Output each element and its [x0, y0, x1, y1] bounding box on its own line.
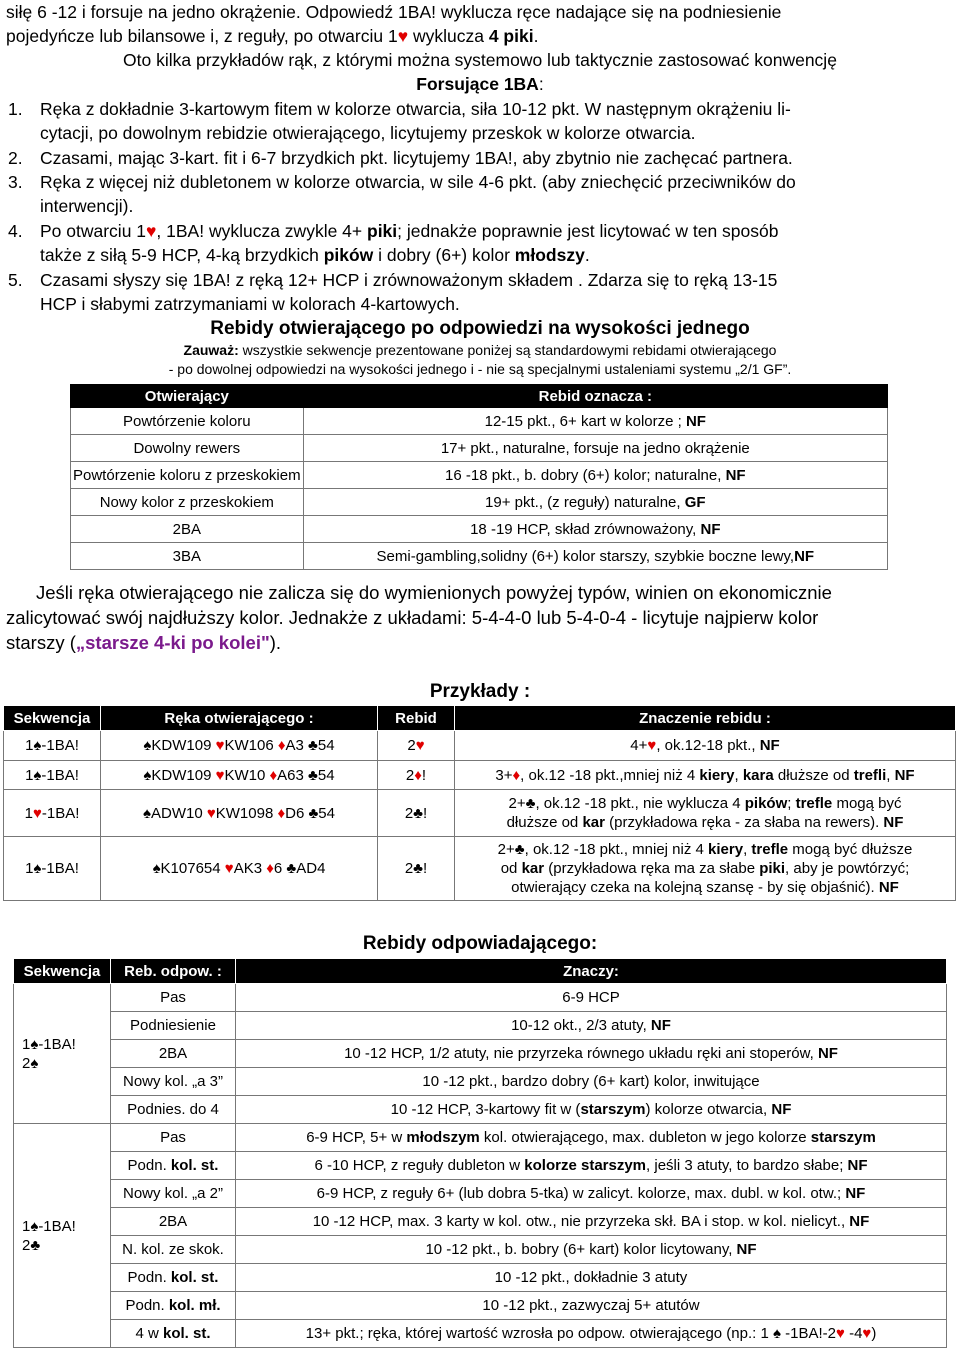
table-header-row	[14, 959, 947, 984]
column-header-responder-rebid: Reb. odpow. :	[111, 959, 236, 984]
diamond-icon: ♦	[414, 766, 422, 784]
table-cell: 1♠-1BA!	[4, 761, 101, 790]
table-cell: Podnies. do 4	[111, 1096, 236, 1124]
column-header-opener: Otwierający	[71, 385, 304, 408]
table-row	[4, 761, 956, 790]
intro-line-3: Oto kilka przykładów rąk, z którymi można systemowo lub taktycznie zastosować konwencję	[123, 50, 837, 70]
column-header-sequence: Sekwencja	[4, 706, 101, 731]
list-item-2-line-1: Czasami, mając 3-kart. fit i 6-7 brzydkich pkt. licytujemy 1BA!, aby zbytnio nie zachęcać partnera.	[40, 148, 793, 168]
table-cell: Nowy kol. „a 3”	[111, 1068, 236, 1096]
list-item-4-line-2: także z siłą 5-9 HCP, 4-ką brzydkich pików i dobry (6+) kolor młodszy.	[40, 245, 590, 265]
column-header-rebid-meaning: Znaczenie rebidu :	[455, 706, 956, 731]
diamond-icon: ♦	[266, 860, 274, 877]
table-row	[14, 984, 947, 1012]
table-row	[14, 1320, 947, 1348]
table-cell: 10 -12 HCP, 1/2 atuty, nie przyrzeka równego układu ręki ani stoperów, NF	[236, 1040, 947, 1068]
heart-icon: ♥	[862, 1325, 872, 1342]
table-cell: Podniesienie	[111, 1012, 236, 1040]
intro-line-1: siłę 6 -12 i forsuje na jedno okrążenie. Odpowiedź 1BA! wyklucza ręce nadające się na podniesienie	[6, 2, 782, 22]
table-row	[71, 408, 888, 435]
sequence-group-spades: 1♠-1BA! 2♠	[14, 984, 111, 1124]
table-cell: ♠K107654 ♥AK3 ♦6 ♣AD4	[101, 837, 378, 901]
list-item-1-line-1: Ręka z dokładnie 3-kartowym fitem w kolorze otwarcia, siła 10-12 pkt. W następnym okrążeniu li-	[40, 99, 791, 119]
table-cell: 17+ pkt., naturalne, forsuje na jedno okrążenie	[303, 435, 887, 462]
intro-line-2: pojedyńcze lub bilansowe i, z reguły, po otwarciu 1♥ wyklucza 4 piki.	[6, 26, 539, 46]
list-item-2-num: 2.	[8, 148, 23, 168]
table-cell: Podn. kol. mł.	[111, 1292, 236, 1320]
list-item-5-line-2: HCP i słabymi zatrzymaniami w kolorach 4-kartowych.	[40, 294, 460, 314]
table-row	[14, 1180, 947, 1208]
table-row	[71, 435, 888, 462]
table-row	[14, 1292, 947, 1320]
spade-icon: ♠	[33, 737, 42, 754]
column-header-rebid-meaning: Rebid oznacza :	[303, 385, 887, 408]
club-icon: ♣	[30, 1236, 41, 1254]
sequence-group-clubs: 1♠-1BA! 2♣	[14, 1124, 111, 1348]
table-cell: 3+♦, ok.12 -18 pkt.,mniej niż 4 kiery, kara dłuższe od trefli, NF	[455, 761, 956, 790]
table-row	[14, 1096, 947, 1124]
table-cell: ♠KDW109 ♥KW10 ♦A63 ♣54	[101, 761, 378, 790]
table-row	[71, 462, 888, 489]
list-item-1-line-2: cytacji, po dowolnym rebidzie otwierającego, licytujemy przeskok w kolorze otwarcia.	[40, 123, 696, 143]
table-cell: 2BA	[111, 1208, 236, 1236]
table-cell: 2BA	[111, 1040, 236, 1068]
table-cell: 13+ pkt.; ręka, której wartość wzrosła po odpow. otwierającego (np.: 1 ♠ -1BA!-2♥ -4♥)	[236, 1320, 947, 1348]
section-opener-rebids-title: Rebidy otwierającego po odpowiedzi na wysokości jednego	[210, 318, 750, 339]
table-row	[71, 489, 888, 516]
table-cell: Powtórzenie koloru	[71, 408, 304, 435]
column-header-sequence: Sekwencja	[14, 959, 111, 984]
table-cell: 10 -12 pkt., zazwyczaj 5+ atutów	[236, 1292, 947, 1320]
list-item-5-line-1: Czasami słyszy się 1BA! z ręką 12+ HCP i zrównoważonym składem . Zdarza się to ręką 13-15	[40, 270, 778, 290]
section-examples-title: Przykłady :	[429, 681, 531, 702]
examples-table	[3, 705, 956, 901]
club-icon: ♣	[413, 804, 423, 822]
table-row	[14, 1264, 947, 1292]
spade-icon: ♠	[33, 860, 42, 877]
list-item-4-num: 4.	[8, 221, 23, 241]
table-header-row	[4, 706, 956, 731]
list-item-3-num: 3.	[8, 172, 23, 192]
table-cell: 2♣!	[378, 837, 455, 901]
table-cell: Nowy kolor z przeskokiem	[71, 489, 304, 516]
table-cell: 18 -19 HCP, skład zrównoważony, NF	[303, 516, 887, 543]
column-header-rebid: Rebid	[378, 706, 455, 731]
table-cell: Nowy kol. „a 2”	[111, 1180, 236, 1208]
spade-icon: ♠	[30, 1035, 39, 1053]
diamond-icon: ♦	[277, 737, 286, 754]
table-cell: 2+♣, ok.12 -18 pkt., mniej niż 4 kiery, trefle mogą być dłuższe od kar (przykładowa ręka ma za słabe piki, aby je powtórzyć; otwierający czeka na kolejną szansę - by się objaśnić). NF	[455, 837, 956, 901]
heart-icon: ♥	[215, 737, 225, 754]
table-cell: 1♥-1BA!	[4, 790, 101, 837]
table-cell: Powtórzenie koloru z przeskokiem	[71, 462, 304, 489]
section-opener-note-1: Zauważ: wszystkie sekwencje prezentowane poniżej są standardowymi rebidami otwierającego	[183, 342, 777, 358]
table-cell: N. kol. ze skok.	[111, 1236, 236, 1264]
table-cell: 10-12 okt., 2/3 atuty, NF	[236, 1012, 947, 1040]
table-row	[14, 1152, 947, 1180]
heart-icon: ♥	[415, 737, 425, 754]
table-row	[14, 1040, 947, 1068]
table-row	[14, 1068, 947, 1096]
table-row	[14, 1208, 947, 1236]
table-cell: 4+♥, ok.12-18 pkt., NF	[455, 731, 956, 761]
para2-line-3: starszy („starsze 4-ki po kolei").	[6, 632, 282, 653]
list-item-3-line-2: interwencji).	[40, 196, 134, 216]
diamond-icon: ♦	[269, 766, 278, 784]
table-cell: 1♠-1BA!	[4, 731, 101, 761]
list-item-5-num: 5.	[8, 270, 23, 290]
spade-icon: ♠	[152, 860, 161, 877]
table-cell: 2♣!	[378, 790, 455, 837]
table-row	[71, 516, 888, 543]
spade-icon: ♠	[143, 804, 151, 822]
club-icon: ♣	[308, 804, 319, 822]
club-icon: ♣	[413, 860, 423, 877]
list-item-4-line-1: Po otwarciu 1♥, 1BA! wyklucza zwykle 4+ piki; jednakże poprawnie jest licytować w ten sposób	[40, 221, 779, 241]
table-cell: ♠ADW10 ♥KW1098 ♦D6 ♣54	[101, 790, 378, 837]
heart-icon: ♥	[32, 804, 42, 822]
table-cell: 3BA	[71, 543, 304, 570]
column-header-meaning: Znaczy:	[236, 959, 947, 984]
table-cell: 10 -12 pkt., dokładnie 3 atuty	[236, 1264, 947, 1292]
table-cell: 19+ pkt., (z reguły) naturalne, GF	[303, 489, 887, 516]
section-opener-note-2: - po dowolnej odpowiedzi na wysokości jednego i - nie są specjalnymi ustaleniami systemu „2/1 GF”.	[168, 361, 792, 377]
table-row	[14, 1012, 947, 1040]
spade-icon: ♠	[773, 1325, 781, 1342]
heart-icon: ♥	[224, 860, 234, 877]
table-cell: 10 -12 pkt., bardzo dobry (6+ kart) kolor, inwitujące	[236, 1068, 947, 1096]
para2-line-2: zalicytować swój najdłuższy kolor. Jednakże z układami: 5-4-4-0 lub 5-4-0-4 - licytuje najpierw kolor	[6, 607, 819, 628]
table-row	[4, 837, 956, 901]
club-icon: ♣	[308, 766, 318, 784]
club-icon: ♣	[286, 860, 297, 877]
heart-icon: ♥	[215, 766, 225, 784]
intro-line-4: Forsujące 1BA:	[416, 74, 544, 94]
club-icon: ♣	[308, 737, 318, 754]
table-row	[71, 543, 888, 570]
table-cell: 2+♣, ok.12 -18 pkt., nie wyklucza 4 pików; trefle mogą być dłuższe od kar (przykładowa ręka - za słaba na rewers). NF	[455, 790, 956, 837]
table-cell: 16 -18 pkt., b. dobry (6+) kolor; naturalne, NF	[303, 462, 887, 489]
table-row	[4, 790, 956, 837]
table-cell: Pas	[111, 1124, 236, 1152]
spade-icon: ♠	[33, 766, 42, 784]
table-cell: Dowolny rewers	[71, 435, 304, 462]
spade-icon: ♠	[30, 1217, 39, 1235]
para2-line-1: Jeśli ręka otwierającego nie zalicza się do wymienionych powyżej typów, winien on ekonomicznie	[36, 582, 832, 603]
table-cell: Podn. kol. st.	[111, 1152, 236, 1180]
spade-icon: ♠	[143, 737, 152, 754]
table-cell: 6-9 HCP	[236, 984, 947, 1012]
table-cell: 2♥	[378, 731, 455, 761]
table-row	[14, 1236, 947, 1264]
diamond-icon: ♦	[512, 766, 521, 784]
table-cell: 10 -12 HCP, 3-kartowy fit w (starszym) kolorze otwarcia, NF	[236, 1096, 947, 1124]
table-cell: 2♦!	[378, 761, 455, 790]
table-cell: 12-15 pkt., 6+ kart w kolorze ; NF	[303, 408, 887, 435]
table-cell: ♠KDW109 ♥KW106 ♦A3 ♣54	[101, 731, 378, 761]
table-cell: 6-9 HCP, 5+ w młodszym kol. otwierającego, max. dubleton w jego kolorze starszym	[236, 1124, 947, 1152]
section-responder-rebids-title: Rebidy odpowiadającego:	[362, 933, 598, 954]
spade-icon: ♠	[30, 1054, 39, 1072]
table-row	[14, 1124, 947, 1152]
table-cell: 1♠-1BA!	[4, 837, 101, 901]
table-header-row	[71, 385, 888, 408]
diamond-icon: ♦	[277, 804, 286, 822]
column-header-opener-hand: Ręka otwierającego :	[101, 706, 378, 731]
table-cell: Podn. kol. st.	[111, 1264, 236, 1292]
table-cell: Pas	[111, 984, 236, 1012]
table-row	[4, 731, 956, 761]
heart-icon: ♥	[836, 1325, 845, 1342]
heart-icon: ♥	[206, 804, 216, 822]
table-cell: 2BA	[71, 516, 304, 543]
club-icon: ♣	[525, 795, 536, 812]
table-cell: Semi-gambling,solidny (6+) kolor starszy, szybkie boczne lewy,NF	[303, 543, 887, 570]
opener-rebid-table	[70, 384, 888, 570]
table-cell: 10 -12 HCP, max. 3 karty w kol. otw., nie przyrzeka skł. BA i stop. w kol. nielicyt., NF	[236, 1208, 947, 1236]
list-item-1-num: 1.	[8, 99, 23, 119]
table-cell: 4 w kol. st.	[111, 1320, 236, 1348]
table-cell: 6 -10 HCP, z reguły dubleton w kolorze starszym, jeśli 3 atuty, to bardzo słabe; NF	[236, 1152, 947, 1180]
table-cell: 6-9 HCP, z reguły 6+ (lub dobra 5-tka) w zalicyt. kolorze, max. dubl. w kol. otw.; NF	[236, 1180, 947, 1208]
club-icon: ♣	[514, 841, 525, 858]
list-item-3-line-1: Ręka z więcej niż dubletonem w kolorze otwarcia, w sile 4-6 pkt. (aby zniechęcić przeciwników do	[40, 172, 796, 192]
spade-icon: ♠	[143, 766, 152, 784]
responder-rebid-table	[13, 958, 947, 1348]
heart-icon: ♥	[146, 221, 157, 241]
heart-icon: ♥	[647, 737, 657, 754]
table-cell: 10 -12 pkt., b. bobry (6+ kart) kolor licytowany, NF	[236, 1236, 947, 1264]
heart-icon: ♥	[397, 26, 409, 46]
